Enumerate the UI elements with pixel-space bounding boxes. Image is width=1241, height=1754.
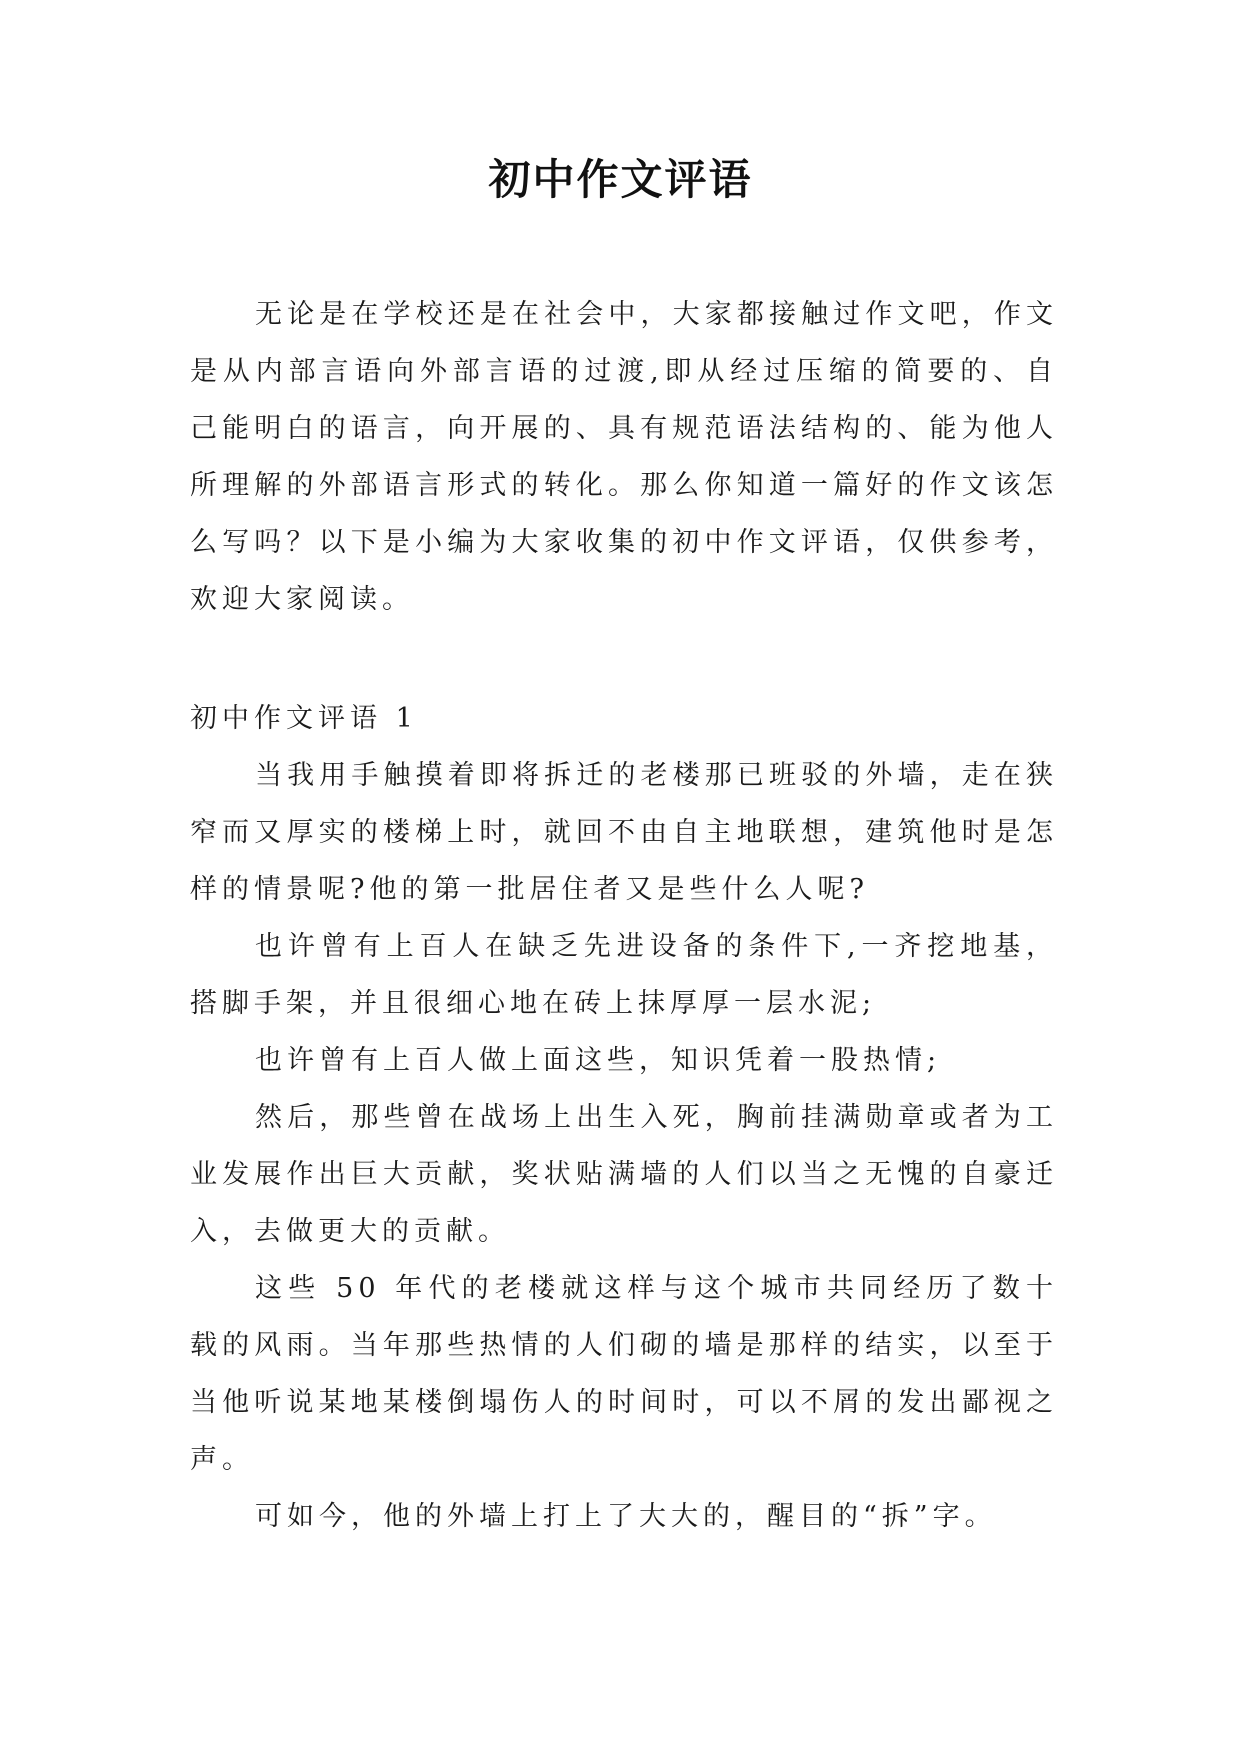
document-title: 初中作文评语 <box>488 155 753 204</box>
essay-paragraph: 这些 50 年代的老楼就这样与这个城市共同经历了数十载的风雨。当年那些热情的人们砌的墙是那样的结实，以至于当他听说某地某楼倒塌伤人的时间时，可以不屑的发出鄙视之声。 <box>190 1273 1058 1475</box>
essay-paragraph: 然后，那些曾在战场上出生入死，胸前挂满勋章或者为工业发展作出巨大贡献，奖状贴满墙的人们以当之无愧的自豪迁入，去做更大的贡献。 <box>190 1102 1058 1247</box>
essay-paragraph: 可如今，他的外墙上打上了大大的，醒目的“拆”字。 <box>255 1501 997 1532</box>
essay-paragraph: 当我用手触摸着即将拆迁的老楼那已班驳的外墙，走在狭窄而又厚实的楼梯上时，就回不由自主地联想，建筑他时是怎样的情景呢?他的第一批居住者又是些什么人呢? <box>190 760 1058 905</box>
essay-paragraph: 也许曾有上百人在缺乏先进设备的条件下,一齐挖地基，搭脚手架，并且很细心地在砖上抹厚厚一层水泥; <box>190 931 1058 1019</box>
intro-block <box>190 286 1058 628</box>
section-heading: 初中作文评语 1 <box>190 703 418 734</box>
essay-section <box>190 690 1058 1545</box>
essay-paragraph: 也许曾有上百人做上面这些，知识凭着一股热情; <box>255 1045 942 1076</box>
intro-paragraph: 无论是在学校还是在社会中，大家都接触过作文吧，作文是从内部言语向外部言语的过渡,即从经过压缩的简要的、自己能明白的语言，向开展的、具有规范语法结构的、能为他人所理解的外部语言形式的转化。那么你知道一篇好的作文该怎么写吗？以下是小编为大家收集的初中作文评语，仅供参考，欢迎大家阅读。 <box>190 299 1058 615</box>
